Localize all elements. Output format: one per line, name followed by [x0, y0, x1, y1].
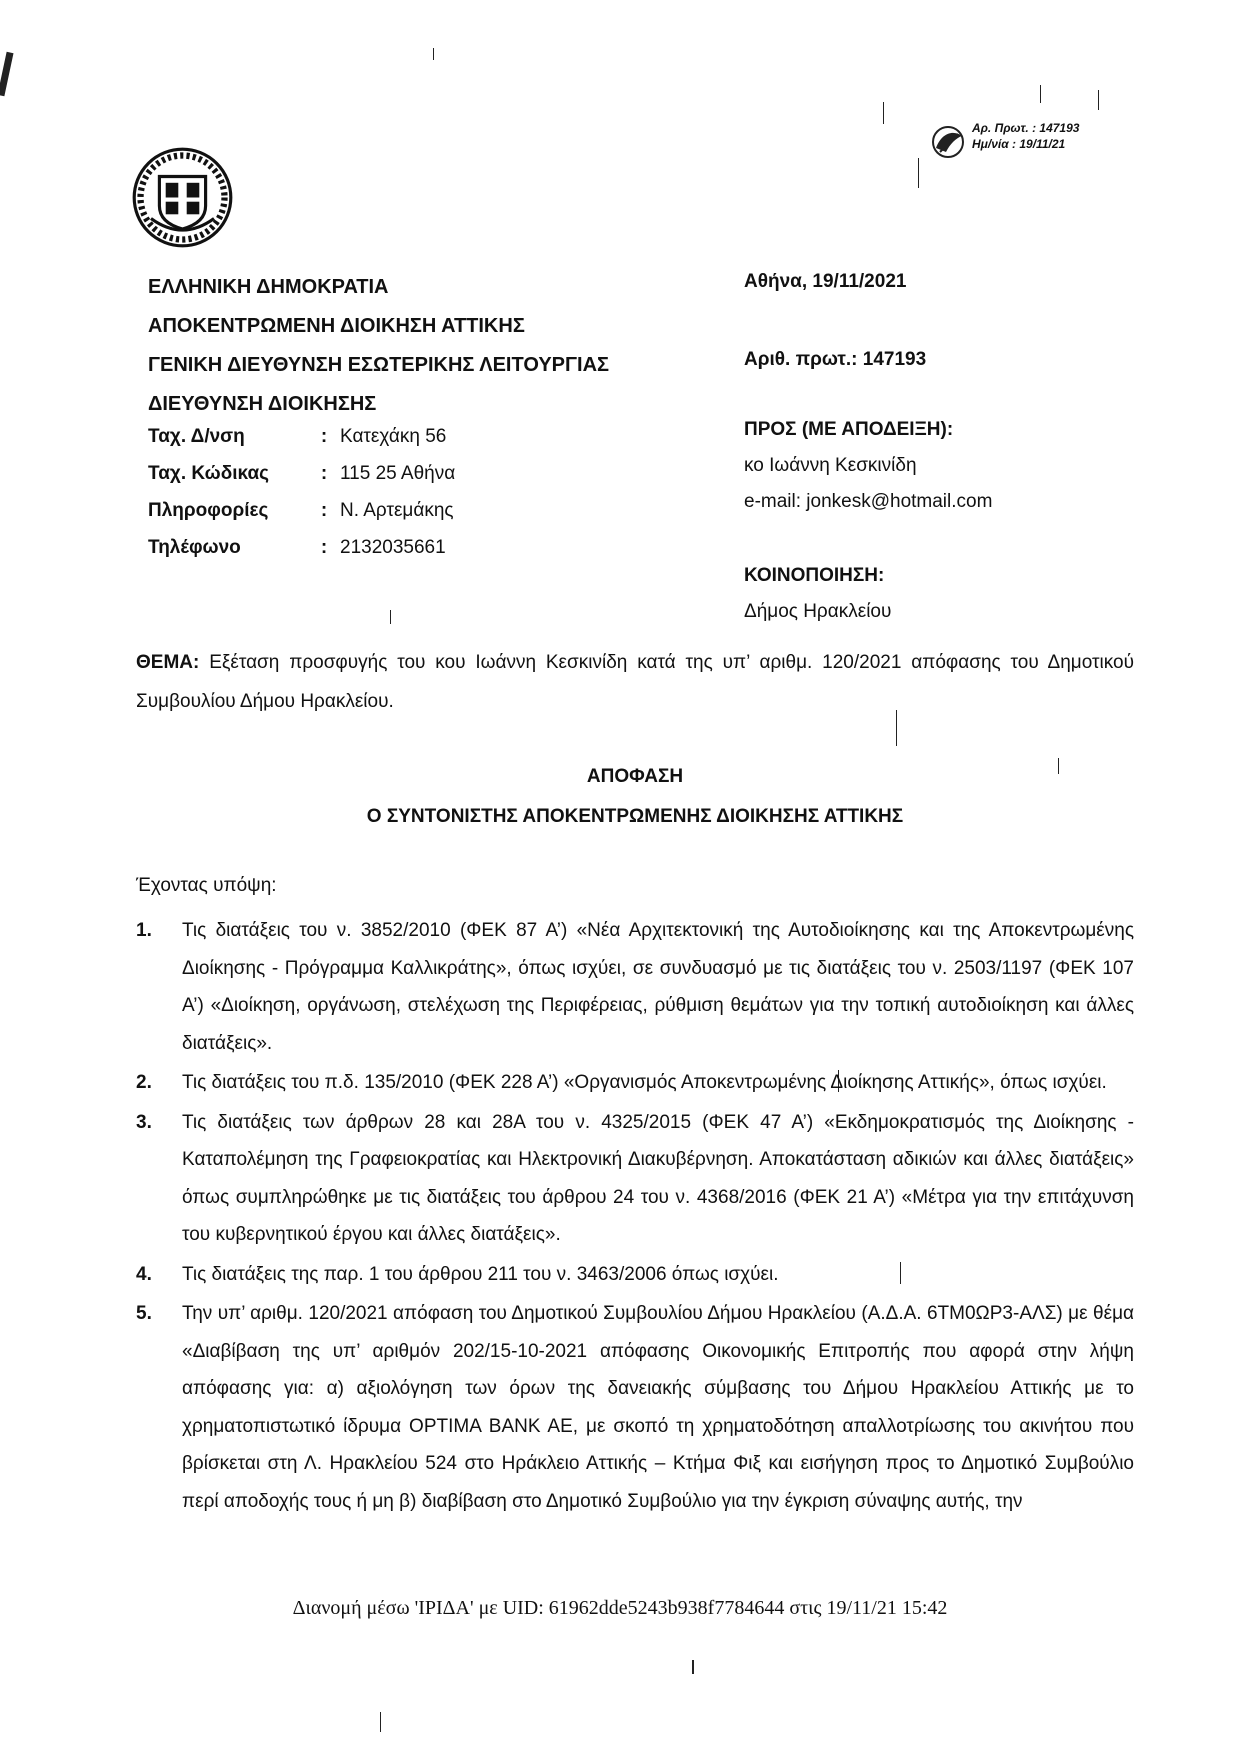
sender-line: ΓΕΝΙΚΗ ΔΙΕΥΘΥΝΣΗ ΕΣΩΤΕΡΙΚΗΣ ΛΕΙΤΟΥΡΓΙΑΣ — [148, 354, 610, 376]
cc-label: ΚΟΙΝΟΠΟΙΗΣΗ: — [744, 565, 885, 586]
item-text: Τις διατάξεις των άρθρων 28 και 28Α του ν. 4325/2015 (ΦΕΚ 47 Α’) «Εκδημοκρατισμός της Διοίκησης - Καταπολέμηση της Γραφειοκρατίας και Ηλεκτρονική Διακυβέρνηση. Αποκατάσταση αδικιών και άλλες διατάξεις» όπως συμπληρώθηκε με τις διατάξεις του άρθρου 24 του ν. 4368/2016 (ΦΕΚ 21 Α’) «Μέτρα για την επιτάχυνση του κυβερνητικού έργου και άλλες διατάξεις». — [182, 1111, 1134, 1245]
contact-colon: : — [320, 500, 328, 521]
item-number: 2. — [136, 1072, 152, 1093]
contact-label: Ταχ. Κώδικας — [148, 463, 270, 484]
sender-line: ΔΙΕΥΘΥΝΣΗ ΔΙΟΙΚΗΣΗΣ — [148, 393, 377, 415]
decision-heading — [136, 757, 1134, 837]
contact-label: Πληροφορίες — [148, 500, 269, 521]
item-number: 4. — [136, 1263, 152, 1285]
sender-line: ΕΛΛΗΝΙΚΗ ΔΗΜΟΚΡΑΤΙΑ — [148, 276, 389, 298]
recipient-block — [744, 264, 1204, 630]
contact-row — [148, 492, 708, 529]
contact-label: Ταχ. Δ/νση — [148, 426, 245, 447]
stamp-protocol: Αρ. Πρωτ. : 147193 — [972, 121, 1080, 135]
sender-line: ΑΠΟΚΕΝΤΡΩΜΕΝΗ ΔΙΟΙΚΗΣΗ ΑΤΤΙΚΗΣ — [148, 315, 525, 337]
scan-mark — [0, 52, 13, 96]
cc-name: Δήμος Ηρακλείου — [744, 601, 892, 622]
subject-label: ΘΕΜΑ: — [136, 652, 200, 673]
item-text: Τις διατάξεις του ν. 3852/2010 (ΦΕΚ 87 Α’) «Νέα Αρχιτεκτονική της Αυτοδιοίκησης και της Αποκεντρωμένης Διοίκησης - Πρόγραμμα Καλλικράτης», όπως ισχύει, σε συνδυασμό με τις διατάξεις του ν. 2503/1197 (ΦΕΚ 107 Α’) «Διοίκηση, οργάνωση, στελέχωση της Περιφέρειας, ρύθμιση θεμάτων για την τοπική αυτοδιοίκηση και άλλες διατάξεις». — [182, 920, 1134, 1054]
hellenic-emblem-icon — [130, 145, 235, 250]
protocol-stamp — [928, 118, 1128, 166]
list-item — [136, 1295, 1134, 1520]
sender-contacts — [148, 418, 708, 566]
contact-value: Ν. Αρτεμάκης — [340, 500, 454, 521]
contact-row — [148, 455, 708, 492]
scan-mark — [918, 158, 919, 188]
contact-row — [148, 418, 708, 455]
document-date: Αθήνα, 19/11/2021 — [744, 271, 907, 292]
item-text: Τις διατάξεις του π.δ. 135/2010 (ΦΕΚ 228 Α’) «Οργανισμός Αποκεντρωμένης Διοίκησης Αττικής», όπως ισχύει. — [182, 1072, 1107, 1093]
contact-value: 2132035661 — [340, 537, 446, 558]
recipient-email: e-mail: jonkesk@hotmail.com — [744, 491, 993, 512]
list-item — [136, 1256, 1134, 1294]
protocol-number: Αριθ. πρωτ.: 147193 — [744, 349, 927, 370]
considering-label: Έχοντας υπόψη: — [136, 875, 277, 896]
distribution-footer: Διανομή μέσω 'ΙΡΙΔΑ' με UID: 61962dde5243b938f7784644 στις 19/11/21 15:42 — [292, 1597, 948, 1619]
item-text: Τις διατάξεις της παρ. 1 του άρθρου 211 του ν. 3463/2006 όπως ισχύει. — [182, 1263, 779, 1285]
scan-mark — [692, 1660, 694, 1674]
sender-block — [148, 268, 708, 424]
scan-mark — [380, 1712, 381, 1732]
contact-label: Τηλέφωνο — [148, 537, 241, 558]
item-number: 3. — [136, 1111, 152, 1133]
list-item — [136, 1064, 1134, 1102]
item-number: 1. — [136, 920, 152, 941]
subject-text: Εξέταση προσφυγής του κου Ιωάννη Κεσκινίδη κατά της υπ’ αριθμ. 120/2021 απόφασης του Δημοτικού Συμβουλίου Δήμου Ηρακλείου. — [136, 652, 1134, 712]
scan-mark — [1098, 90, 1099, 110]
item-text: Την υπ’ αριθμ. 120/2021 απόφαση του Δημοτικού Συμβουλίου Δήμου Ηρακλείου (Α.Δ.Α. 6ΤΜ0ΩΡ3-ΑΛΣ) με θέμα «Διαβίβαση της υπ’ αριθμόν 202/15-10-2021 απόφασης Οικονομικής Επιτροπής που αφορά στην λήψη απόφασης για: α) αξιολόγηση των όρων της δανειακής σύμβασης του Δήμου Ηρακλείου Αττικής με το χρηματοπιστωτικό ίδρυμα OPTIMA BANK AE, με σκοπό τη χρηματοδότηση απαλλοτρίωσης του ακινήτου που βρίσκεται στη Λ. Ηρακλείου 524 στο Ηράκλειο Αττικής – Κτήμα Φιξ και εισήγηση προς το Δημοτικό Συμβούλιο περί αποδοχής τους ή μη β) διαβίβαση στο Δημοτικό Συμβούλιο για την έγκριση σύναψης αυτής, την — [182, 1303, 1134, 1512]
scan-mark — [883, 102, 884, 124]
contact-colon: : — [320, 426, 328, 447]
contact-value: Κατεχάκη 56 — [340, 426, 447, 447]
scan-mark — [1040, 85, 1041, 103]
iris-stamp-icon — [928, 122, 968, 162]
recipient-name: κο Ιωάννη Κεσκινίδη — [744, 455, 917, 476]
contact-colon: : — [320, 463, 328, 484]
considerations-list — [136, 912, 1134, 1522]
scan-mark — [390, 610, 391, 624]
decision-title: ΑΠΟΦΑΣΗ — [586, 766, 684, 787]
subject — [136, 643, 1134, 721]
contact-value: 115 25 Αθήνα — [340, 463, 456, 484]
contact-row — [148, 529, 708, 566]
stamp-date: Ημ/νία : 19/11/21 — [972, 137, 1066, 151]
decision-subtitle: Ο ΣΥΝΤΟΝΙΣΤΗΣ ΑΠΟΚΕΝΤΡΩΜΕΝΗΣ ΔΙΟΙΚΗΣΗΣ ΑΤΤΙΚΗΣ — [366, 806, 904, 827]
list-item — [136, 1104, 1134, 1254]
scan-mark — [433, 48, 434, 60]
recipient-label: ΠΡΟΣ (ΜΕ ΑΠΟΔΕΙΞΗ): — [744, 419, 954, 440]
contact-colon: : — [320, 537, 328, 558]
item-number: 5. — [136, 1303, 152, 1324]
list-item — [136, 912, 1134, 1062]
